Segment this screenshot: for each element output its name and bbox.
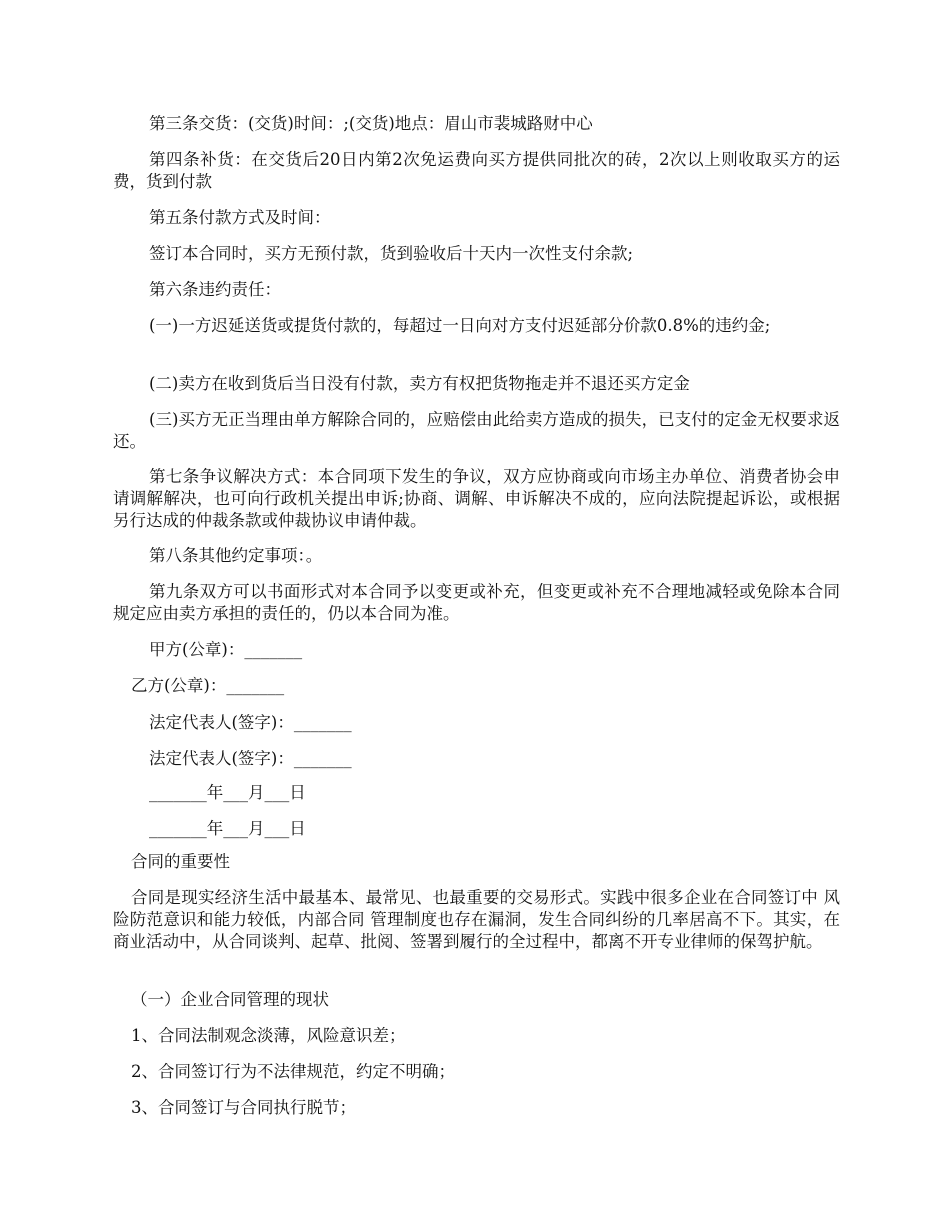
importance-paragraph: 合同是现实经济生活中最基本、最常见、也最重要的交易形式。实践中很多企业在合同签订中 风险防范意识和能力较低，内部合同 管理制度也存在漏洞，发生合同纠纷的几率居高不下。其实，在商业活动中，从合同谈判、起草、批阅、签署到履行的全过程中，都离不开专业律师的保驾护航。	[113, 888, 840, 951]
liability-clause-3: (三)买方无正当理由单方解除合同的，应赔偿由此给卖方造成的损失，已支付的定金无权要求返还。	[113, 410, 840, 451]
article-8-other-terms: 第八条其他约定事项：。	[149, 546, 323, 565]
payment-terms: 签订本合同时，买方无预付款，货到验收后十天内一次性支付余款;	[149, 244, 634, 263]
section-heading-importance: 合同的重要性	[131, 852, 230, 871]
party-a-seal-line: 甲方(公章)：_______	[149, 640, 303, 659]
article-7-dispute-resolution: 第七条争议解决方式：本合同项下发生的争议，双方应协商或向市场主办单位、消费者协会申请调解解决，也可向行政机关提出申诉;协商、调解、申诉解决不成的，应向法院提起诉讼，或根据另行达成的仲裁条款或仲裁协议申请仲裁。	[113, 467, 840, 530]
status-item-1: 1、合同法制观念淡薄，风险意识差；	[131, 1026, 406, 1045]
article-4-replenishment: 第四条补货：在交货后20日内第2次免运费向买方提供同批次的砖，2次以上则收取买方的运费，货到付款	[113, 150, 840, 191]
liability-clause-2: (二)卖方在收到货后当日没有付款，卖方有权把货物拖走并不退还买方定金	[149, 374, 690, 393]
legal-rep-signature-line-2: 法定代表人(签字)：_______	[149, 749, 352, 768]
legal-rep-signature-line-1: 法定代表人(签字)：_______	[149, 713, 352, 732]
liability-clause-1: (一)一方迟延送货或提货付款的，每超过一日向对方支付迟延部分价款0.8%的违约金;	[149, 316, 771, 335]
party-b-seal-line: 乙方(公章)：_______	[131, 676, 285, 695]
date-line-2: _______年___月___日	[149, 819, 306, 838]
status-item-3: 3、合同签订与合同执行脱节；	[131, 1098, 356, 1117]
subsection-heading-status: （一）企业合同管理的现状	[131, 990, 329, 1009]
date-line-1: _______年___月___日	[149, 783, 306, 802]
status-item-2: 2、合同签订行为不法律规范，约定不明确；	[131, 1062, 455, 1081]
article-3-delivery: 第三条交货：(交货)时间：;(交货)地点：眉山市裴城路财中心	[149, 114, 593, 133]
article-6-liability-heading: 第六条违约责任：	[149, 280, 281, 299]
article-9-amendments: 第九条双方可以书面形式对本合同予以变更或补充，但变更或补充不合理地减轻或免除本合同规定应由卖方承担的责任的，仍以本合同为准。	[113, 582, 840, 623]
article-5-payment-heading: 第五条付款方式及时间：	[149, 208, 331, 227]
